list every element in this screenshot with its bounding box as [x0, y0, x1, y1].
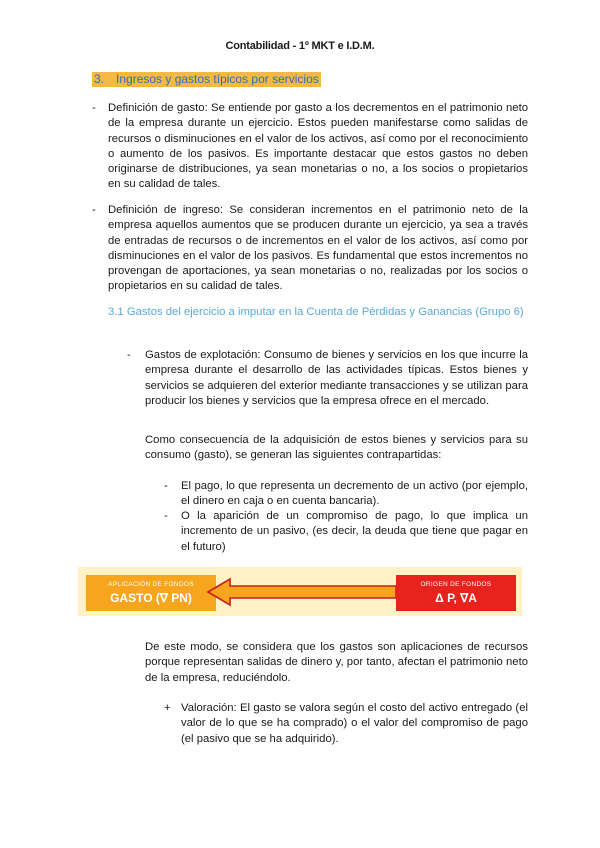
bullet-dash-icon: - [164, 510, 168, 522]
consecuencia-paragraph: Como consecuencia de la adquisición de estos bienes y servicios para su consumo (gasto), se generan las siguientes contrapartidas: [145, 434, 528, 462]
bullet-dash-icon: - [92, 102, 96, 114]
ingreso-definition: Definición de ingreso: Se consideran incrementos en el patrimonio neto de la empresa aquellos aumentos que se producen durante un ejercicio, ya sea a través de entradas de recursos o de incrementos en el valor de los activos, así como por disminuciones en el valor de los pasivos. Es fundamental que estos incrementos no provengan de aportaciones, ya sean monetarias o no, realizadas por los socios o propietarios en su calidad de tales. [108, 204, 528, 293]
origen-fondos-box [396, 575, 516, 611]
origen-value: Δ P, ∇A [435, 591, 477, 605]
aplicacion-value: GASTO (∇ PN) [110, 591, 192, 605]
origen-label: ORIGEN DE FONDOS [420, 581, 492, 588]
arrow-left-icon [206, 577, 398, 607]
bullet-plus-icon: + [164, 702, 171, 714]
fund-flow-diagram [78, 567, 522, 616]
aplicacion-label: APLICACIÓN DE FONDOS [108, 581, 194, 588]
conclusion-paragraph: De este modo, se considera que los gastos son aplicaciones de recursos porque representan salidas de dinero y, por tanto, afectan el patrimonio neto de la empresa, reduciéndolo. [145, 641, 528, 684]
bullet-dash-icon: - [92, 204, 96, 216]
bullet-dash-icon: - [164, 480, 168, 492]
contrapartida-item: El pago, lo que representa un decremento de un activo (por ejemplo, el dinero en caja o en cuenta bancaria). [181, 480, 528, 508]
gasto-definition: Definición de gasto: Se entiende por gasto a los decrementos en el patrimonio neto de la empresa durante un ejercicio. Estos pueden manifestarse como salidas de recursos o disminuciones en el valor de los activos, así como por el reconocimiento o aumento de los pasivos. Es importante destacar que estos gastos no deben originarse de distribuciones, ya sean monetarias o no, a los socios o propietarios en su calidad de tales. [108, 102, 528, 191]
subsection-heading: 3.1 Gastos del ejercicio a imputar en la Cuenta de Pérdidas y Ganancias (Grupo 6) [108, 306, 524, 318]
bullet-dash-icon: - [127, 349, 131, 361]
aplicacion-fondos-box [86, 575, 216, 611]
contrapartida-item: O la aparición de un compromiso de pago, lo que implica un incremento de un pasivo, (es decir, la deuda que tiene que pagar en el futuro) [181, 510, 528, 553]
section-title: Ingresos y gastos típicos por servicios [116, 72, 319, 86]
section-number: 3. [94, 72, 105, 86]
page-header: Contabilidad - 1º MKT e I.D.M. [225, 40, 375, 52]
explotacion-paragraph: Gastos de explotación: Consumo de bienes y servicios en los que incurre la empresa durante el desarrollo de las actividades típicas. Estos bienes y servicios se adquieren del exterior mediante transacciones y se utilizan para producir los bienes y servicios que la empresa ofrece en el mercado. [145, 349, 528, 407]
valoracion-paragraph: Valoración: El gasto se valora según el costo del activo entregado (el valor de lo que se ha comprado) o el valor del compromiso de pago (el pasivo que se ha adquirido). [181, 702, 528, 745]
section-heading [92, 72, 321, 87]
